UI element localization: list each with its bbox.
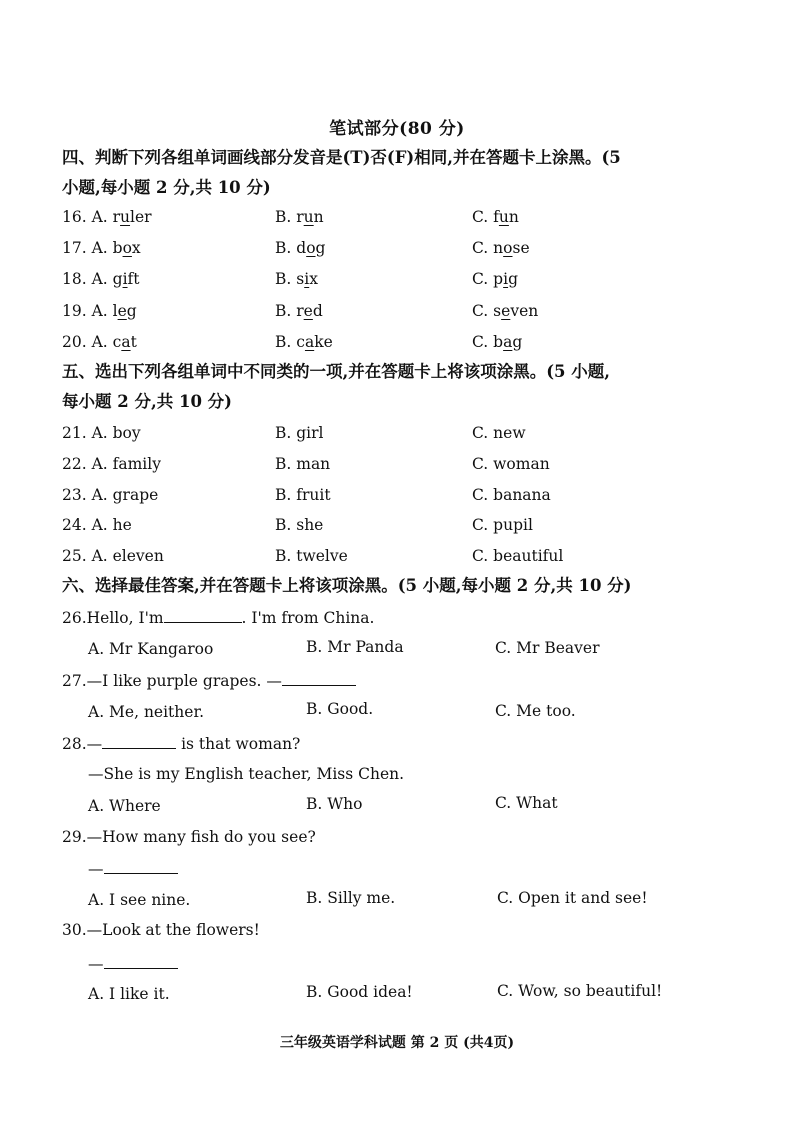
phonics-option-c: C. seven <box>472 302 539 320</box>
option-label: 20. A. <box>62 333 113 351</box>
phonics-option-b: B. red <box>275 302 323 320</box>
category-option-a: 22. A. family <box>62 455 161 473</box>
category-option-b: B. twelve <box>275 547 348 565</box>
question-number: 28. <box>62 735 87 753</box>
phonics-option-a: 20. A. cat <box>62 333 137 351</box>
q29-option-b: B. Silly me. <box>306 889 396 907</box>
underlined-letter: i <box>122 270 128 288</box>
question-26 <box>62 608 374 627</box>
underlined-letter: u <box>120 208 131 226</box>
phonics-option-b: B. dog <box>275 239 326 257</box>
category-option-a: 23. A. grape <box>62 486 159 504</box>
phonics-option-b: B. six <box>275 270 318 288</box>
question-text-post: . I'm from China. <box>241 609 375 627</box>
underlined-letter: e <box>303 302 313 320</box>
answer-blank <box>104 954 178 969</box>
answer-blank <box>102 734 176 749</box>
section5-heading <box>62 357 742 417</box>
section4-heading-line1: 四、判断下列各组单词画线部分发音是(T)否(F)相同,并在答题卡上涂黑。(5 <box>62 148 621 167</box>
question-number: 26. <box>62 609 87 627</box>
option-label: 18. A. <box>62 270 113 288</box>
category-option-c: C. beautiful <box>472 547 564 565</box>
underlined-letter: u <box>303 208 314 226</box>
option-label: C. <box>472 333 494 351</box>
underlined-letter: e <box>117 302 127 320</box>
question-text: —How many fish do you see? <box>86 828 316 846</box>
dash: — <box>88 860 104 878</box>
dash: — <box>88 955 104 973</box>
q30-option-a: A. I like it. <box>88 985 170 1003</box>
category-option-b: B. she <box>275 516 324 534</box>
question-number: 30. <box>62 921 87 939</box>
category-option-b: B. girl <box>275 424 324 442</box>
option-label: C. <box>472 302 494 320</box>
phonics-option-a: 16. A. ruler <box>62 208 152 226</box>
page-footer: 三年级英语学科试题 第 2 页 (共4页) <box>279 1035 515 1051</box>
section6-heading: 六、选择最佳答案,并在答题卡上将该项涂黑。(5 小题,每小题 2 分,共 10 分) <box>62 576 632 595</box>
option-label: B. <box>275 302 297 320</box>
underlined-letter: o <box>122 239 132 257</box>
underlined-letter: i <box>304 270 310 288</box>
underlined-letter: a <box>503 333 513 351</box>
category-option-a: 21. A. boy <box>62 424 141 442</box>
answer-blank <box>104 859 178 874</box>
question-text-pre: —I like purple grapes. — <box>86 672 282 690</box>
q27-option-b: B. Good. <box>306 700 374 718</box>
category-option-b: B. fruit <box>275 486 331 504</box>
phonics-option-a: 19. A. leg <box>62 302 137 320</box>
question-text-pre: — <box>86 735 103 753</box>
option-label: 17. A. <box>62 239 113 257</box>
underlined-letter: u <box>498 208 509 226</box>
underlined-letter: a <box>121 333 131 351</box>
phonics-option-c: C. fun <box>472 208 519 226</box>
option-label: C. <box>472 270 494 288</box>
section4-heading-line2: 小题,每小题 2 分,共 10 分) <box>62 178 271 197</box>
underlined-letter: i <box>503 270 509 288</box>
q30-option-b: B. Good idea! <box>306 983 413 1001</box>
q26-option-b: B. Mr Panda <box>306 638 404 656</box>
phonics-option-c: C. bag <box>472 333 523 351</box>
q28-option-a: A. Where <box>88 797 161 815</box>
q28-option-c: C. What <box>495 794 558 812</box>
q26-option-a: A. Mr Kangaroo <box>88 640 214 658</box>
question-28-line2: —She is my English teacher, Miss Chen. <box>88 765 405 783</box>
q29-option-c: C. Open it and see! <box>497 889 648 907</box>
question-number: 27. <box>62 672 87 690</box>
section5-heading-line1: 五、选出下列各组单词中不同类的一项,并在答题卡上将该项涂黑。(5 小题, <box>62 362 611 381</box>
q29-option-a: A. I see nine. <box>88 891 191 909</box>
question-29-answer-line <box>88 859 178 878</box>
question-number: 29. <box>62 828 87 846</box>
option-label: B. <box>275 270 297 288</box>
question-30 <box>62 921 260 939</box>
question-27 <box>62 671 356 690</box>
q27-option-c: C. Me too. <box>495 702 576 720</box>
underlined-letter: o <box>306 239 316 257</box>
question-28 <box>62 734 300 753</box>
phonics-option-b: B. run <box>275 208 324 226</box>
category-option-a: 24. A. he <box>62 516 132 534</box>
category-option-c: C. banana <box>472 486 551 504</box>
q26-option-c: C. Mr Beaver <box>495 639 600 657</box>
answer-blank <box>282 671 356 686</box>
page-title: 笔试部分(80 分) <box>329 119 465 139</box>
question-30-answer-line <box>88 954 178 973</box>
underlined-letter: e <box>501 302 511 320</box>
option-label: 19. A. <box>62 302 113 320</box>
category-option-c: C. woman <box>472 455 550 473</box>
q28-option-b: B. Who <box>306 795 363 813</box>
question-29 <box>62 828 316 846</box>
category-option-c: C. new <box>472 424 526 442</box>
option-label: B. <box>275 208 297 226</box>
underlined-letter: a <box>304 333 315 351</box>
section5-heading-line2: 每小题 2 分,共 10 分) <box>62 392 232 411</box>
underlined-letter: o <box>503 239 513 257</box>
answer-blank <box>164 608 242 623</box>
category-option-c: C. pupil <box>472 516 533 534</box>
option-label: 16. A. <box>62 208 113 226</box>
phonics-option-b: B. cake <box>275 333 333 351</box>
phonics-option-c: C. nose <box>472 239 530 257</box>
question-text: —Look at the flowers! <box>86 921 260 939</box>
option-label: B. <box>275 239 297 257</box>
section4-heading <box>62 143 742 203</box>
category-option-a: 25. A. eleven <box>62 547 164 565</box>
question-text-pre: Hello, I'm <box>86 609 164 627</box>
option-label: C. <box>472 208 494 226</box>
phonics-option-a: 17. A. box <box>62 239 141 257</box>
q30-option-c: C. Wow, so beautiful! <box>497 982 663 1000</box>
option-label: C. <box>472 239 494 257</box>
phonics-option-a: 18. A. gift <box>62 270 140 288</box>
question-text-post: is that woman? <box>176 735 301 753</box>
phonics-option-c: C. pig <box>472 270 519 288</box>
option-label: B. <box>275 333 297 351</box>
q27-option-a: A. Me, neither. <box>88 703 205 721</box>
category-option-b: B. man <box>275 455 331 473</box>
